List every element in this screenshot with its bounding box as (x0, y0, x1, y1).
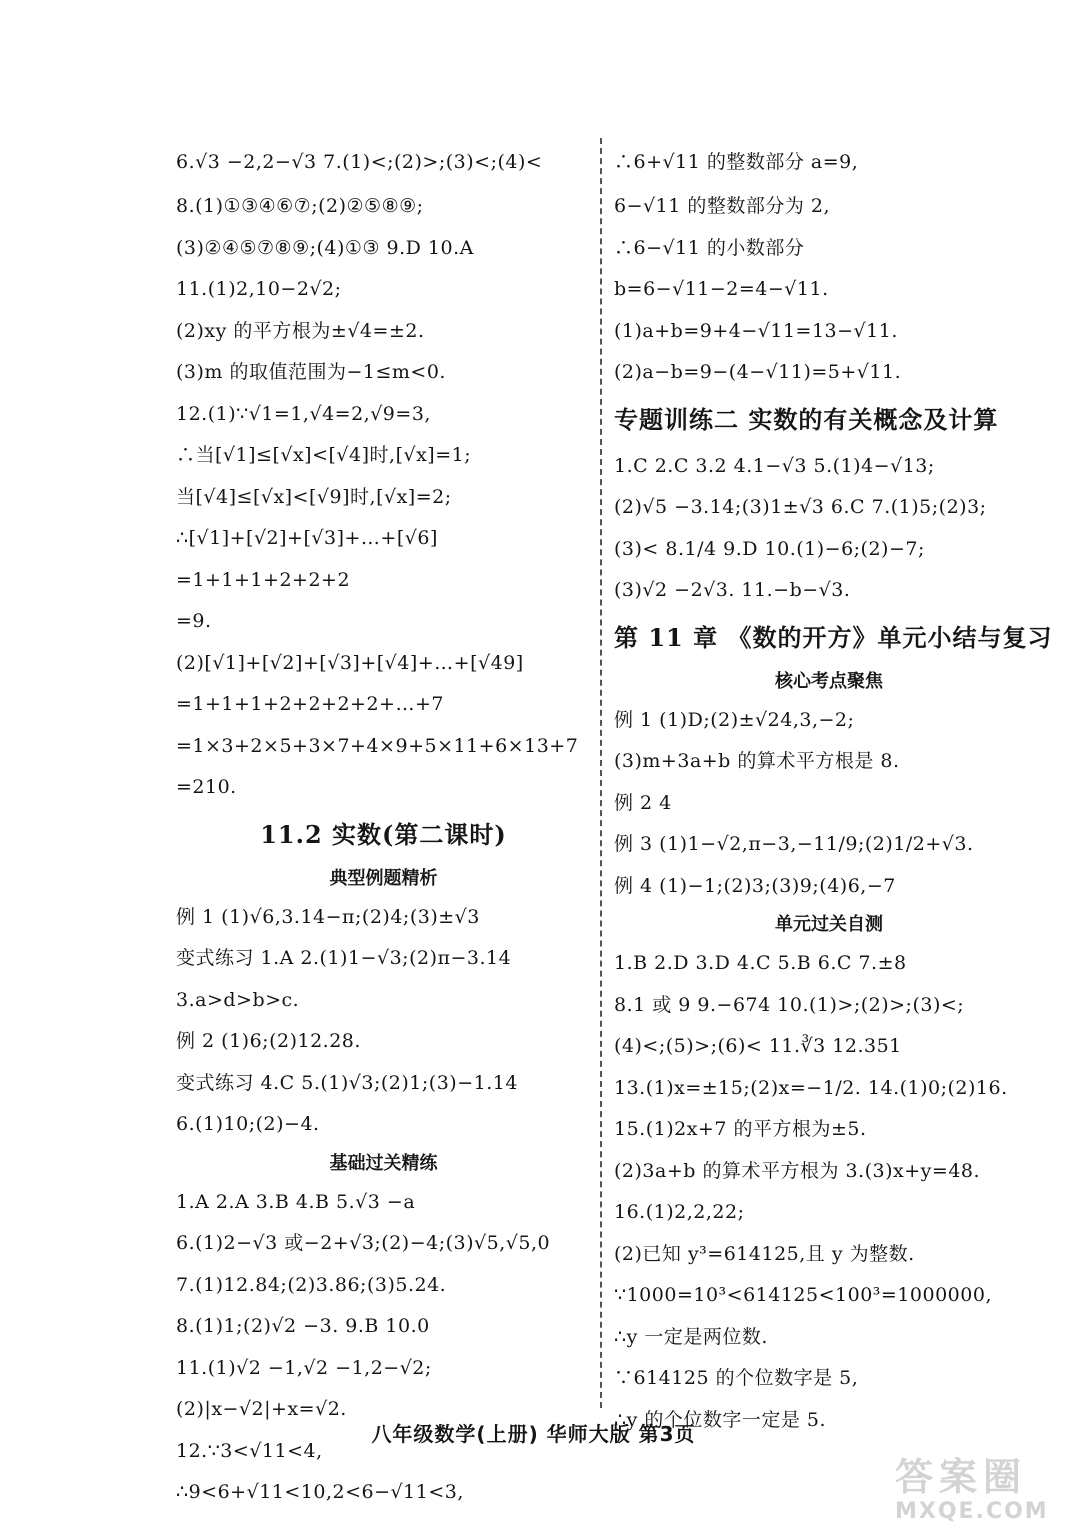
answer-line: 8.(1)1;(2)√2 −3. 9.B 10.0 (176, 1315, 430, 1337)
answer-line: 例 1 (1)D;(2)±√24,3,−2; (614, 708, 855, 731)
answer-line: =9. (176, 610, 212, 632)
watermark-line2: MXQE.COM (895, 1499, 1049, 1524)
answer-line: (3)m 的取值范围为−1≤m<0. (176, 361, 446, 383)
answer-line: 6.(1)2−√3 或−2+√3;(2)−4;(3)√5,√5,0 (176, 1232, 551, 1254)
answer-line: 8.1 或 9 9.−674 10.(1)>;(2)>;(3)<; (614, 993, 965, 1016)
right-column (614, 138, 1053, 1441)
answer-line: =1+1+1+2+2+2+2+…+7 (176, 693, 444, 715)
subsection-title: 单元过关自测 (775, 914, 883, 935)
answer-line: 例 4 (1)−1;(2)3;(3)9;(4)6,−7 (614, 874, 896, 897)
column-divider (600, 138, 602, 1408)
section-title: 第 11 章 《数的开方》单元小结与复习 (614, 622, 1053, 652)
answer-line: 8.(1)①③④⑥⑦;(2)②⑤⑧⑨; (176, 195, 424, 217)
answer-line: 6−√11 的整数部分为 2, (614, 195, 830, 217)
answer-line: ∵614125 的个位数字是 5, (614, 1367, 859, 1389)
answer-line: 6.(1)10;(2)−4. (176, 1113, 320, 1135)
answer-line: (2)a−b=9−(4−√11)=5+√11. (614, 361, 902, 383)
answer-line: ∴[√1]+[√2]+[√3]+…+[√6] (176, 527, 438, 549)
answer-line: =1×3+2×5+3×7+4×9+5×11+6×13+7 (176, 734, 579, 757)
subsection-title: 核心考点聚焦 (775, 670, 883, 692)
watermark-line1: 答案圈 (895, 1455, 1028, 1499)
section-title: 11.2 实数(第二课时) (260, 819, 507, 849)
answer-line: 3.a>d>b>c. (176, 988, 300, 1011)
answer-line: (4)<;(5)>;(6)< 11.∛3 12.351 (614, 1035, 902, 1057)
answer-line: ∵1000=10³<614125<100³=1000000, (614, 1284, 992, 1306)
answer-line: 例 2 4 (614, 791, 672, 814)
answer-line: ∴当[√1]≤[√x]<[√4]时,[√x]=1; (176, 444, 472, 466)
answer-line: b=6−√11−2=4−√11. (614, 278, 829, 300)
answer-line: 1.A 2.A 3.B 4.B 5.√3 −a (176, 1190, 416, 1213)
answer-line: 16.(1)2,2,22; (614, 1201, 745, 1223)
answer-line: 12.∵3<√11<4, (176, 1439, 323, 1462)
answer-line: 例 3 (1)1−√2,π−3,−11/9;(2)1/2+√3. (614, 833, 974, 855)
answer-line: ∴y 的个位数字一定是 5. (614, 1408, 827, 1431)
answer-line: 例 2 (1)6;(2)12.28. (176, 1030, 361, 1052)
answer-line: (2)|x−√2|+x=√2. (176, 1398, 347, 1420)
answer-line: (3)m+3a+b 的算术平方根是 8. (614, 750, 900, 772)
answer-line: 11.(1)√2 −1,√2 −1,2−√2; (176, 1356, 432, 1379)
answer-line: (2)[√1]+[√2]+[√3]+[√4]+…+[√49] (176, 651, 524, 674)
answer-line: 变式练习 4.C 5.(1)√3;(2)1;(3)−1.14 (176, 1071, 518, 1094)
answer-line: (3)②④⑤⑦⑧⑨;(4)①③ 9.D 10.A (176, 236, 474, 259)
answer-line: (2)√5 −3.14;(3)1±√3 6.C 7.(1)5;(2)3; (614, 496, 987, 518)
answer-line: 变式练习 1.A 2.(1)1−√3;(2)π−3.14 (176, 947, 512, 969)
page-footer: 八年级数学(上册) 华师大版 第3页 (371, 1422, 696, 1446)
answer-line: ∴6+√11 的整数部分 a=9, (614, 151, 859, 173)
answer-line: 7.(1)12.84;(2)3.86;(3)5.24. (176, 1273, 447, 1296)
answer-line: ∴y 一定是两位数. (614, 1325, 768, 1348)
answer-line: (1)a+b=9+4−√11=13−√11. (614, 319, 898, 342)
answer-line: =1+1+1+2+2+2 (176, 568, 351, 591)
answer-line: ∴9<6+√11<10,2<6−√11<3, (176, 1481, 464, 1503)
answer-line: 6.√3 −2,2−√3 7.(1)<;(2)>;(3)<;(4)< (176, 151, 543, 173)
answer-line: (3)< 8.1/4 9.D 10.(1)−6;(2)−7; (614, 537, 925, 560)
answer-line: 1.C 2.C 3.2 4.1−√3 5.(1)4−√13; (614, 454, 935, 477)
watermark-logo (895, 1455, 1055, 1533)
answer-line: (2)xy 的平方根为±√4=±2. (176, 319, 425, 342)
answer-line: 15.(1)2x+7 的平方根为±5. (614, 1118, 867, 1140)
left-column (176, 138, 591, 1514)
answer-line: (3)√2 −2√3. 11.−b−√3. (614, 579, 851, 601)
section-title: 专题训练二 实数的有关概念及计算 (614, 404, 999, 434)
answer-line: 12.(1)∵√1=1,√4=2,√9=3, (176, 402, 431, 425)
subsection-title: 典型例题精析 (329, 867, 438, 889)
answer-line: 例 1 (1)√6,3.14−π;(2)4;(3)±√3 (176, 905, 480, 928)
answer-line: 1.B 2.D 3.D 4.C 5.B 6.C 7.±8 (614, 952, 907, 974)
answer-line: 13.(1)x=±15;(2)x=−1/2. 14.(1)0;(2)16. (614, 1076, 1008, 1099)
answer-line: 11.(1)2,10−2√2; (176, 278, 342, 300)
answer-line: (2)已知 y³=614125,且 y 为整数. (614, 1242, 915, 1265)
answer-line: =210. (176, 776, 237, 798)
subsection-title: 基础过关精练 (329, 1152, 438, 1174)
answer-line: ∴6−√11 的小数部分 (614, 236, 805, 259)
answer-line: (2)3a+b 的算术平方根为 3.(3)x+y=48. (614, 1159, 981, 1182)
answer-line: 当[√4]≤[√x]<[√9]时,[√x]=2; (176, 485, 452, 508)
